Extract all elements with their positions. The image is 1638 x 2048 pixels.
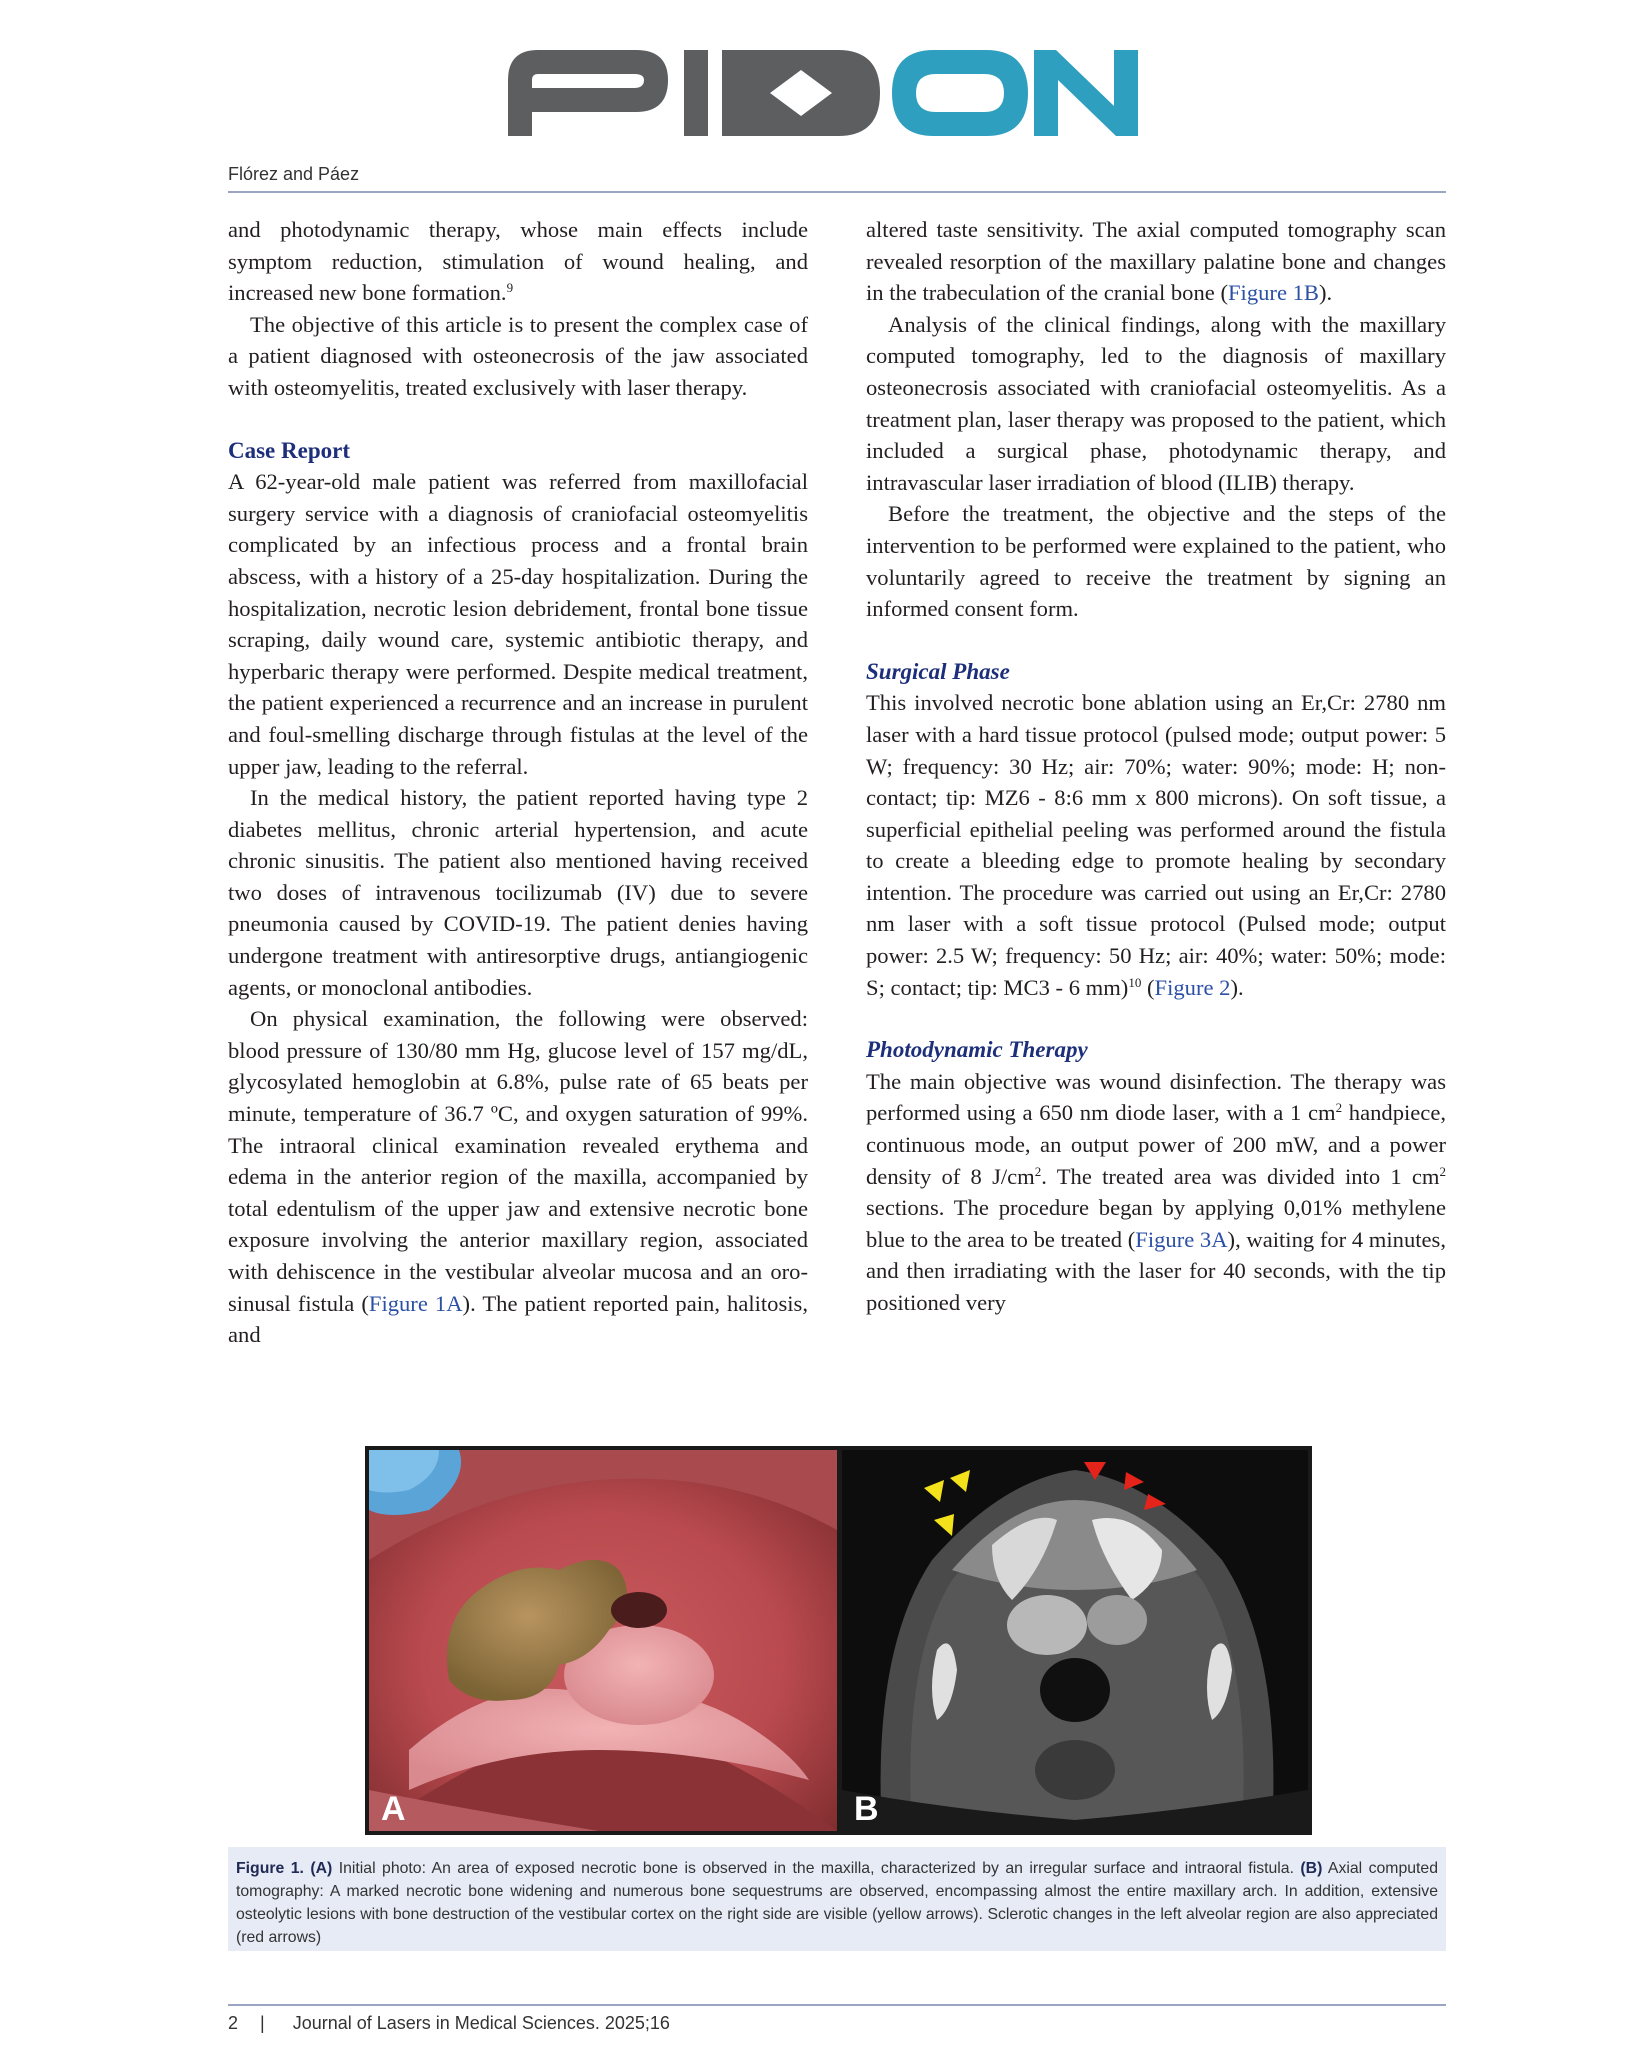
journal-citation: Journal of Lasers in Medical Sciences. 2025;16: [292, 2013, 670, 2033]
right-column: [866, 214, 1446, 1319]
red-arrow-icon: [1084, 1462, 1106, 1480]
page-number: 2: [228, 2013, 239, 2033]
footer-divider: [228, 2004, 1446, 2006]
paragraph: and photodynamic therapy, whose main effects include symptom reduction, stimulation of wound healing, and increased new bone formation.$^9$: [228, 217, 808, 306]
section-heading-photodynamic-therapy: Photodynamic Therapy: [866, 1037, 1088, 1063]
red-arrow-icon: [1124, 1472, 1144, 1490]
left-column: [228, 214, 808, 1351]
pidon-logo: [508, 50, 1138, 136]
figure-caption: Figure 1. (A) Initial photo: An area of exposed necrotic bone is observed in the maxilla, characterized by an irregular surface and intraoral fistula. (B) Axial computed tomography: A marked necrotic bone widening and numerous bone sequestrums are observed, encompassing almost the entire maxillary arch. In addition, extensive osteolytic lesions with bone destruction of the vestibular cortex on the right side are visible (yellow arrows). Sclerotic changes in the left alveolar region are also appreciated (red arrows): [228, 1847, 1446, 1951]
yellow-arrow-icon: [950, 1470, 970, 1492]
figure-link[interactable]: Figure 2: [1154, 974, 1231, 1000]
intraoral-photo: [369, 1450, 837, 1831]
ct-scan-panel: [842, 1450, 1308, 1831]
yellow-arrow-icon: [924, 1480, 944, 1502]
clinical-photo-panel: [369, 1450, 837, 1831]
paragraph: The main objective was wound disinfection. The therapy was performed using a 650 nm diode laser, with a 1 $cm^2$ handpiece, continuous mode, an output power of 200 mW, and a power density of 8 $J/cm^2$. The treated area was divided into 1 $cm^2$ sections. The procedure began by applying 0,01% methylene blue to the area to be treated (Figure 3A), waiting for 4 minutes, and then irradiating with the laser for 40 seconds, with the tip positioned very: [866, 1068, 1447, 1315]
panel-label-b: B: [854, 1790, 879, 1828]
paragraph: A 62-year-old male patient was referred from maxillofacial surgery service with a diagnosis of craniofacial osteomyelitis complicated by an infectious process and a frontal brain abscess, with a history of a 25-day hospitalization. During the hospitalization, necrotic lesion debridement, frontal bone tissue scraping, daily wound care, systemic antibiotic therapy, and hyperbaric therapy were performed. Despite medical treatment, the patient experienced a recurrence and an increase in purulent and foul-smelling discharge through fistulas at the level of the upper jaw, leading to the referral.: [228, 469, 808, 779]
figure-link[interactable]: Figure 3A: [1135, 1226, 1228, 1252]
yellow-arrow-icon: [934, 1514, 954, 1536]
arrow-overlay: [842, 1450, 1308, 1831]
paragraph: The objective of this article is to present the complex case of a patient diagnosed with osteonecrosis of the jaw associated with osteomyelitis, treated exclusively with laser therapy.: [228, 311, 808, 400]
paragraph: Analysis of the clinical findings, along with the maxillary computed tomography, led to the diagnosis of maxillary osteonecrosis associated with craniofacial osteomyelitis. As a treatment plan, laser therapy was proposed to the patient, which included a surgical phase, photodynamic therapy, and intravascular laser irradiation of blood (ILIB) therapy.: [866, 311, 1446, 495]
running-head: Flórez and Páez: [228, 164, 1446, 193]
paragraph: Before the treatment, the objective and the steps of the intervention to be performed were explained to the patient, who voluntarily agreed to receive the treatment by signing an informed consent form.: [866, 501, 1446, 622]
section-heading-surgical-phase: Surgical Phase: [866, 658, 1010, 684]
figure-1: [365, 1446, 1312, 1835]
panel-label-a: A: [381, 1790, 406, 1828]
paragraph: altered taste sensitivity. The axial computed tomography scan revealed resorption of the maxillary palatine bone and changes in the trabeculation of the cranial bone (Figure 1B).: [866, 217, 1446, 306]
paragraph: This involved necrotic bone ablation using an Er,Cr: 2780 nm laser with a hard tissue protocol (pulsed mode; output power: 5 W; frequency: 30 Hz; air: 70%; water: 90%; mode: H; non-contact; tip: MZ6 - 8:6 mm x 800 microns). On soft tissue, a superficial epithelial peeling was performed around the fistula to create a bleeding edge to promote healing by secondary intention. The procedure was carried out using an Er,Cr: 2780 nm laser with a soft tissue protocol (Pulsed mode; output power: 2.5 W; frequency: 50 Hz; air: 40%; water: 50%; mode: S; contact; tip: MC3 - 6 mm)$^{10}$ (Figure 2).: [866, 690, 1446, 1000]
figure-link[interactable]: Figure 1A: [368, 1290, 463, 1316]
red-arrow-icon: [1144, 1494, 1166, 1510]
paragraph: On physical examination, the following were observed: blood pressure of 130/80 mm Hg, glucose level of 157 mg/dL, glycosylated hemoglobin at 6.8%, pulse rate of 65 beats per minute, temperature of 36.7 ºC, and oxygen saturation of 99%. The intraoral clinical examination revealed erythema and edema in the anterior region of the maxilla, accompanied by total edentulism of the upper jaw and extensive necrotic bone exposure involving the anterior maxillary region, associated with dehiscence in the vestibular alveolar mucosa and an oro-sinusal fistula (Figure 1A). The patient reported pain, halitosis, and: [228, 1006, 808, 1348]
reference-superscript[interactable]: 10: [1128, 974, 1142, 990]
page-footer: 2 | Journal of Lasers in Medical Sciences. 2025;16: [228, 2013, 670, 2033]
paragraph: In the medical history, the patient reported having type 2 diabetes mellitus, chronic arterial hypertension, and acute chronic sinusitis. The patient also mentioned having received two doses of intravenous tocilizumab (IV) due to severe pneumonia caused by COVID-19. The patient denies having undergone treatment with antiresorptive drugs, antiangiogenic agents, or monoclonal antibodies.: [228, 785, 808, 1000]
reference-superscript[interactable]: 9: [506, 280, 514, 296]
section-heading-case-report: Case Report: [228, 437, 350, 463]
figure-link[interactable]: Figure 1B: [1227, 280, 1319, 306]
